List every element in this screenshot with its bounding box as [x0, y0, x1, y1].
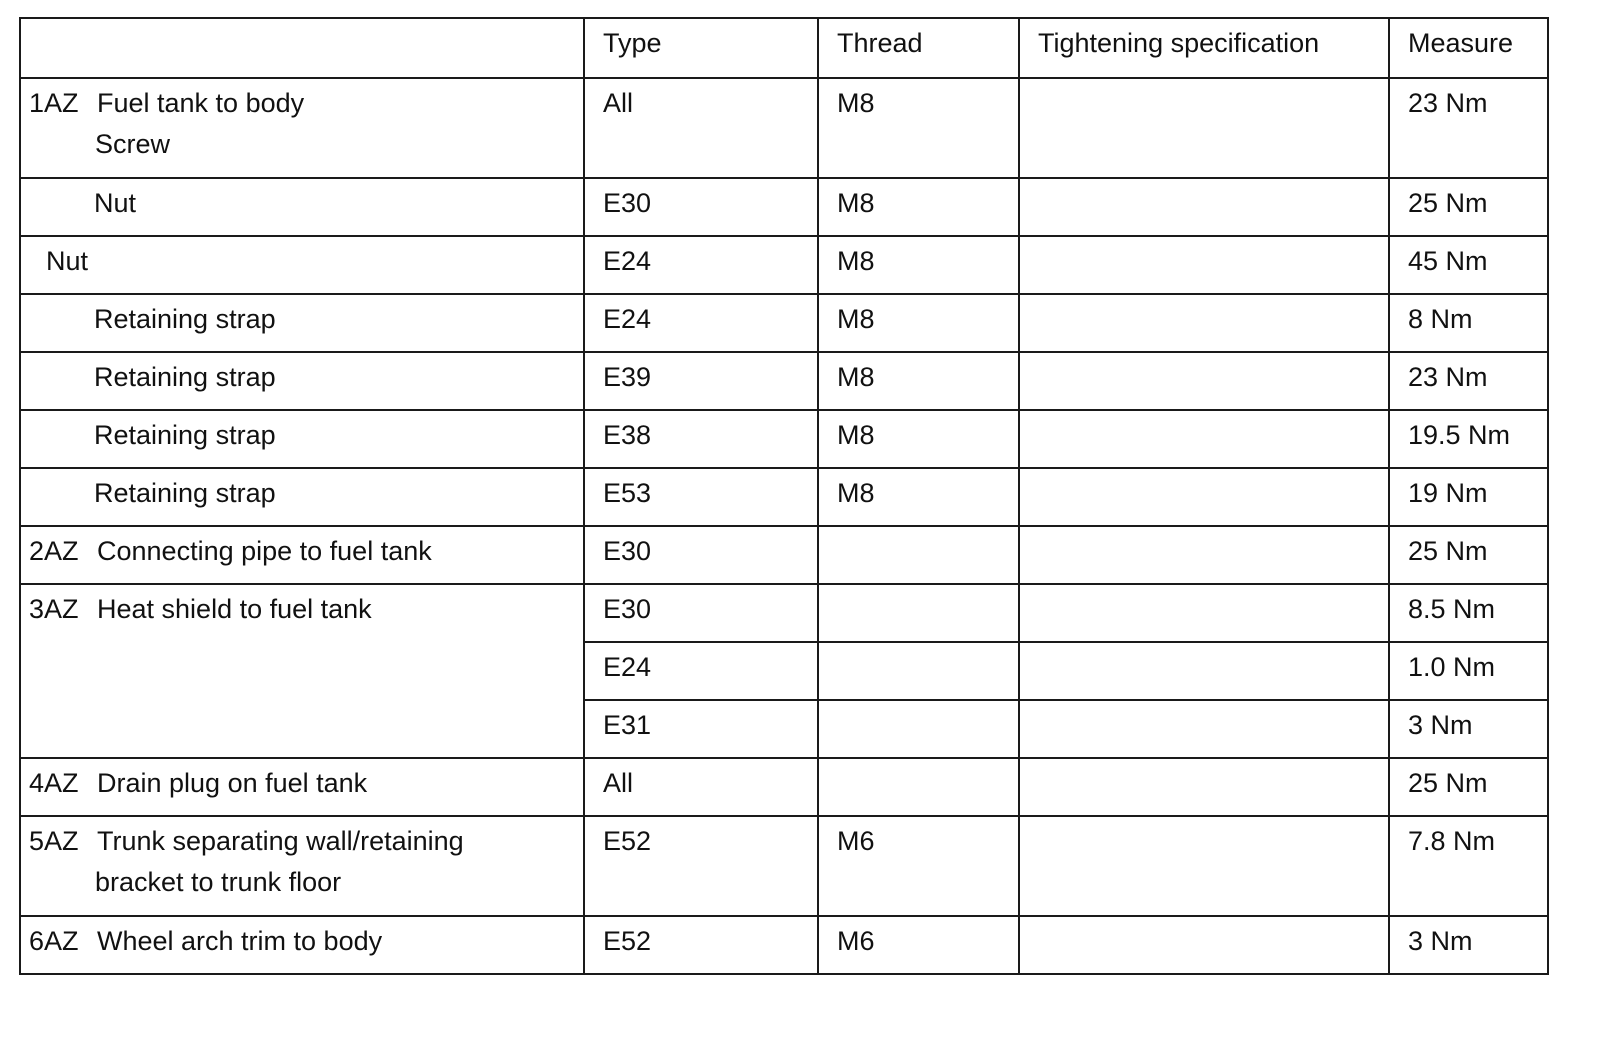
thread-cell: M6 [818, 916, 1019, 974]
component-cell: Nut [20, 236, 584, 294]
spec-cell [1019, 816, 1389, 916]
type-cell: E24 [584, 642, 818, 700]
measure-cell: 8 Nm [1389, 294, 1548, 352]
component-code: 5AZ [29, 826, 79, 856]
measure-cell: 3 Nm [1389, 700, 1548, 758]
spec-cell [1019, 78, 1389, 178]
measure-cell: 7.8 Nm [1389, 816, 1548, 916]
spec-cell [1019, 526, 1389, 584]
spec-cell [1019, 758, 1389, 816]
measure-cell: 3 Nm [1389, 916, 1548, 974]
thread-cell: M8 [818, 352, 1019, 410]
spec-cell [1019, 584, 1389, 642]
table-row [20, 410, 1548, 468]
spec-cell [1019, 352, 1389, 410]
thread-cell: M8 [818, 78, 1019, 178]
component-desc: Connecting pipe to fuel tank [97, 536, 432, 566]
component-desc: Fuel tank to body [97, 88, 305, 118]
table-row [20, 584, 1548, 642]
type-cell: E52 [584, 816, 818, 916]
component-cell [20, 526, 584, 584]
component-code: 4AZ [29, 768, 79, 798]
type-cell: E31 [584, 700, 818, 758]
measure-cell: 8.5 Nm [1389, 584, 1548, 642]
component-cell [20, 758, 584, 816]
spec-cell [1019, 236, 1389, 294]
spec-cell [1019, 916, 1389, 974]
torque-spec-table [19, 17, 1549, 975]
component-code: 3AZ [29, 594, 79, 624]
component-code: 1AZ [29, 88, 79, 118]
type-cell: E52 [584, 916, 818, 974]
measure-cell: 25 Nm [1389, 178, 1548, 236]
thread-cell [818, 526, 1019, 584]
header-tightening-spec: Tightening specification [1019, 18, 1389, 78]
measure-cell: 23 Nm [1389, 78, 1548, 178]
table-row [20, 916, 1548, 974]
type-cell: E30 [584, 178, 818, 236]
header-type: Type [584, 18, 818, 78]
measure-cell: 23 Nm [1389, 352, 1548, 410]
component-desc: Trunk separating wall/retaining [97, 826, 464, 856]
measure-cell: 19 Nm [1389, 468, 1548, 526]
thread-cell: M8 [818, 178, 1019, 236]
component-cell [20, 916, 584, 974]
table-row [20, 178, 1548, 236]
table-row [20, 758, 1548, 816]
component-cell [20, 816, 584, 916]
spec-cell [1019, 642, 1389, 700]
table-row [20, 236, 1548, 294]
component-cell [20, 584, 584, 758]
header-measure: Measure [1389, 18, 1548, 78]
thread-cell [818, 642, 1019, 700]
table-row [20, 468, 1548, 526]
thread-cell [818, 700, 1019, 758]
type-cell: All [584, 758, 818, 816]
measure-cell: 25 Nm [1389, 526, 1548, 584]
component-cell: Retaining strap [20, 294, 584, 352]
measure-cell: 25 Nm [1389, 758, 1548, 816]
type-cell: E24 [584, 236, 818, 294]
table-row [20, 78, 1548, 178]
component-cell: Nut [20, 178, 584, 236]
type-cell: E30 [584, 526, 818, 584]
type-cell: E24 [584, 294, 818, 352]
type-cell: All [584, 78, 818, 178]
component-desc: Wheel arch trim to body [97, 926, 383, 956]
measure-cell: 19.5 Nm [1389, 410, 1548, 468]
spec-cell [1019, 178, 1389, 236]
component-desc: Heat shield to fuel tank [97, 594, 372, 624]
header-thread: Thread [818, 18, 1019, 78]
spec-cell [1019, 468, 1389, 526]
header-component [20, 18, 584, 78]
type-cell: E30 [584, 584, 818, 642]
thread-cell: M8 [818, 294, 1019, 352]
component-desc-line2: bracket to trunk floor [95, 867, 342, 897]
type-cell: E53 [584, 468, 818, 526]
component-cell [20, 78, 584, 178]
spec-cell [1019, 294, 1389, 352]
measure-cell: 1.0 Nm [1389, 642, 1548, 700]
spec-cell [1019, 700, 1389, 758]
spec-cell [1019, 410, 1389, 468]
thread-cell [818, 584, 1019, 642]
thread-cell: M8 [818, 410, 1019, 468]
component-cell: Retaining strap [20, 352, 584, 410]
component-cell: Retaining strap [20, 468, 584, 526]
type-cell: E39 [584, 352, 818, 410]
table-row [20, 816, 1548, 916]
measure-cell: 45 Nm [1389, 236, 1548, 294]
component-cell: Retaining strap [20, 410, 584, 468]
table-row [20, 352, 1548, 410]
component-code: 2AZ [29, 536, 79, 566]
component-desc: Drain plug on fuel tank [97, 768, 368, 798]
table-row [20, 526, 1548, 584]
component-code: 6AZ [29, 926, 79, 956]
thread-cell [818, 758, 1019, 816]
type-cell: E38 [584, 410, 818, 468]
thread-cell: M8 [818, 236, 1019, 294]
header-row [20, 18, 1548, 78]
thread-cell: M8 [818, 468, 1019, 526]
component-desc-line2: Screw [95, 129, 171, 159]
thread-cell: M6 [818, 816, 1019, 916]
table-row [20, 294, 1548, 352]
